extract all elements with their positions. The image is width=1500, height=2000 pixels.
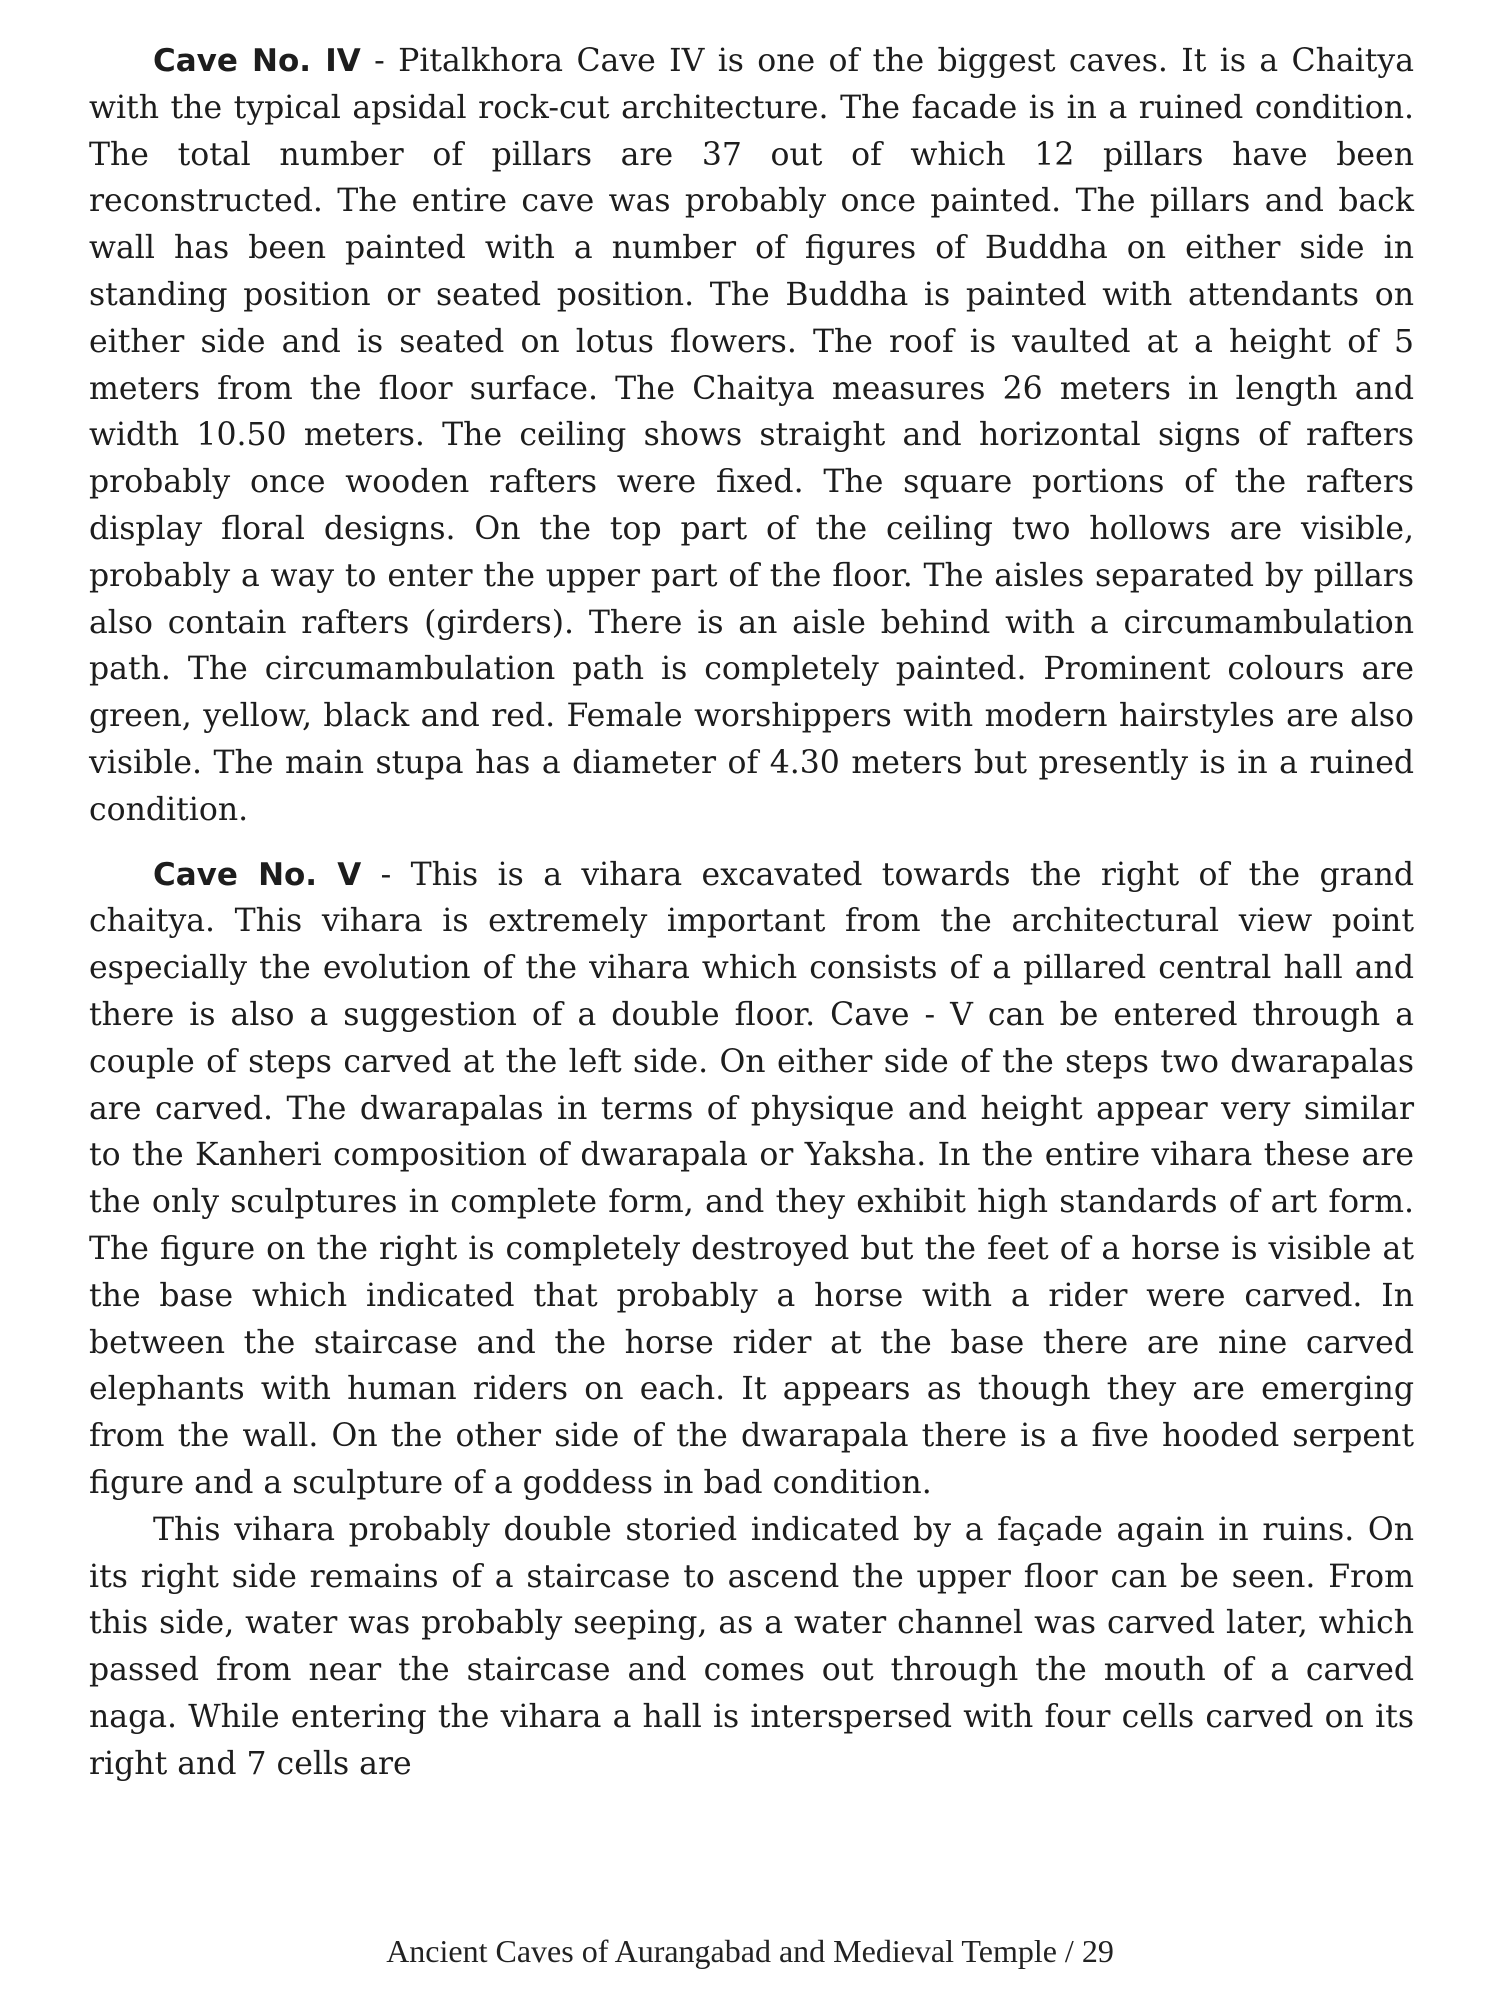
cave-iv-text: - Pitalkhora Cave IV is one of the biggest caves. It is a Chaitya with the typical apsidal rock-cut architecture. The facade is in a ruined condition. The total number of pillars are 37 out of which 12 pillars have been reconstructed. The entire cave was probably once painted. The pillars and back wall has been painted with a number of figures of Buddha on either side in standing position or seated position. The Buddha is painted with attendants on either side and is seated on lotus flowers. The roof is vaulted at a height of 5 meters from the floor surface. The Chaitya measures 26 meters in length and width 10.50 meters. The ceiling shows straight and horizontal signs of rafters probably once wooden rafters were fixed. The square portions of the rafters display floral designs. On the top part of the ceiling two hollows are visible, probably a way to enter the upper part of the floor. The aisles separated by pillars also contain rafters (girders). There is an aisle behind with a circumambulation path. The circumambulation path is completely painted. Prominent colours are green, yellow, black and red. Female worshippers with modern hairstyles are also visible. The main stupa has a diameter of 4.30 meters but presently is in a ruined condition. xyxy=(89,43,1415,828)
paragraph-cave-v xyxy=(89,852,1414,1507)
cave-v-heading: Cave No. V xyxy=(153,856,362,893)
page-body xyxy=(89,38,1414,1787)
paragraph-cave-iv xyxy=(89,38,1414,834)
paragraph-vihara xyxy=(89,1507,1414,1788)
page-footer: Ancient Caves of Aurangabad and Medieval Temple / 29 xyxy=(386,1933,1114,1969)
cave-v-text: - This is a vihara excavated towards the right of the grand chaitya. This vihara is extremely important from the architectural view point especially the evolution of the vihara which consists of a pillared central hall and there is also a suggestion of a double floor. Cave - V can be entered through a couple of steps carved at the left side. On either side of the steps two dwarapalas are carved. The dwarapalas in terms of physique and height appear very similar to the Kanheri composition of dwarapala or Yaksha. In the entire vihara these are the only sculptures in complete form, and they exhibit high standards of art form. The figure on the right is completely destroyed but the feet of a horse is visible at the base which indicated that probably a horse with a rider were carved. In between the staircase and the horse rider at the base there are nine carved elephants with human riders on each. It appears as though they are emerging from the wall. On the other side of the dwarapala there is a five hooded serpent figure and a sculpture of a goddess in bad condition. xyxy=(89,856,1414,1501)
cave-iv-heading: Cave No. IV xyxy=(153,43,361,79)
vihara-text: This vihara probably double storied indicated by a façade again in ruins. On its right side remains of a staircase to ascend the upper floor can be seen. From this side, water was probably seeping, as a water channel was carved later, which passed from near the staircase and comes out through the mouth of a carved naga. While entering the vihara a hall is interspersed with four cells carved on its right and 7 cells are xyxy=(89,1511,1414,1782)
